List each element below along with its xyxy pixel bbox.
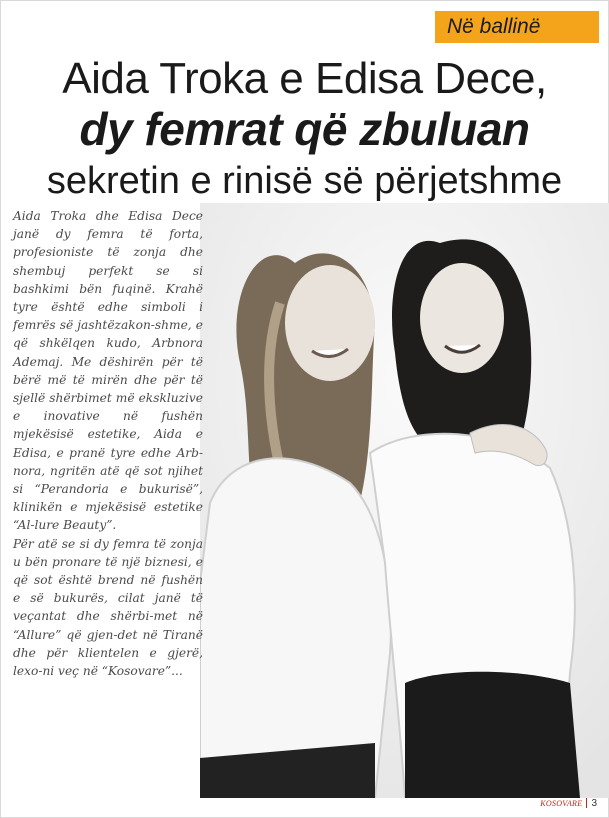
section-tag: Në ballinë [435, 11, 599, 43]
headline-line-1: Aida Troka e Edisa Dece, [62, 54, 547, 103]
portrait-illustration [200, 203, 609, 798]
page-number: 3 [591, 797, 597, 809]
footer-divider [586, 798, 587, 808]
article-body [13, 207, 203, 680]
page-footer [540, 796, 597, 810]
footer-brand: KOSOVARE [540, 798, 583, 808]
woman-right-face [420, 263, 504, 373]
article-paragraph-1: Aida Troka dhe Edisa Dece janë dy femra të forta, profesioniste të zonja dhe shembuj perfekt se si bashkimi bën fuqinë. Krahë tyre është edhe simboli i femrës së jashtëzakon-shme, e që shkëlqen kudo, Arbnora Ademaj. Me dëshirën për të bërë më të mirën dhe për të sjellë shërbimet më ekskluzive e inovative në fushën mjekësisë estetike, Aida e Edisa, e pranë tyre edhe Arb-nora, ngritën atë që sot njihet si “Perandoria e bukurisë”, klinikën e mjekësisë estetike “Al-lure Beauty”. [13, 209, 203, 533]
cover-photo [200, 203, 609, 798]
woman-left-face [285, 265, 375, 381]
dark-trousers [405, 672, 580, 798]
headline-line-2: dy femrat që zbuluan [79, 103, 530, 155]
article-paragraph-2: Për atë se si dy femra të zonja u bën pronare të një biznesi, e që sot është brend në fushën e së bukurës, cilat janë të veçantat dhe shërbi-met në “Allure” që gjen-det në Tiranë dhe për klientelen e gjerë, lexo-ni veç në “Kosovare”... [13, 536, 203, 679]
headline-line-3: sekretin e rinisë së përjetshme [46, 160, 563, 202]
